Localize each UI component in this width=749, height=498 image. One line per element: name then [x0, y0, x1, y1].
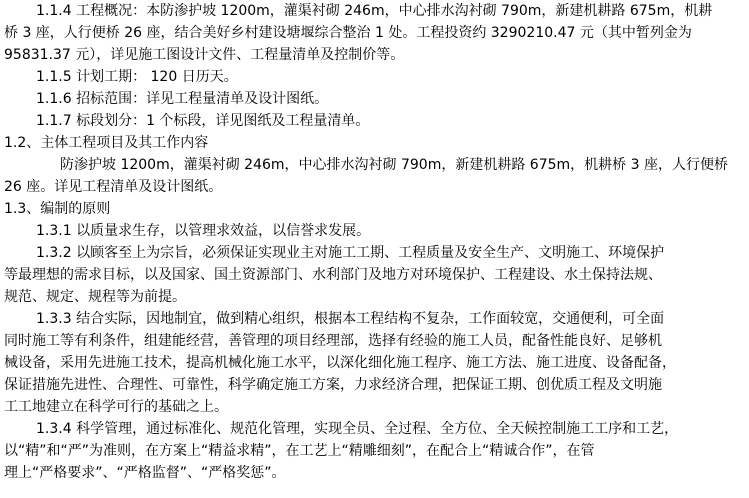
para-1-1-7: 1.1.7 标段划分：1 个标段，详见图纸及工程量清单。: [36, 113, 370, 129]
para-1-3-3-line-2: 同时施工等有利条件，组建能经营，善管理的项目经理部，选择有经验的施工人员，配备性能良好、足够机: [4, 333, 662, 349]
para-1-2-line-1: 防渗护坡 1200m，灌渠衬砌 246m，中心排水沟衬砌 790m，新建机耕路 675m，机耕桥 3 座，人行便桥: [60, 157, 728, 173]
para-1-3-2-line-3: 规范、规定、规程等为前提。: [4, 289, 186, 305]
para-1-3-4-line-1: 1.3.4 科学管理，通过标准化、规范化管理，实现全员、全过程、全方位、全天候控制施工工序和工艺，: [36, 421, 679, 437]
para-1-1-4-line-2: 桥 3 座，人行便桥 26 座，结合美好乡村建设塘堰综合整治 1 处。工程投资约 3290210.47 元（其中暂列金为: [4, 25, 692, 41]
para-1-3-3-line-3: 械设备，采用先进施工技术，提高机械化施工水平，以深化细化施工程序、施工方法、施工进度、设备配备，: [4, 355, 676, 371]
para-1-1-5: 1.1.5 计划工期： 120 日历天。: [36, 69, 238, 85]
para-1-1-4-line-1: 1.1.4 工程概况：本防渗护坡 1200m，灌渠衬砌 246m，中心排水沟衬砌 790m，新建机耕路 675m，机耕: [36, 3, 713, 19]
heading-1-3: 1.3、编制的原则: [4, 201, 111, 217]
para-1-3-3-line-4: 保证措施先进性、合理性、可靠性，科学确定施工方案，力求经济合理，把保证工期、创优质工程及文明施: [4, 377, 662, 393]
para-1-3-3-line-5: 工工地建立在科学可行的基础之上。: [4, 399, 228, 415]
para-1-3-1: 1.3.1 以质量求生存，以管理求效益，以信誉求发展。: [36, 223, 371, 239]
para-1-3-2-line-2: 等最理想的需求目标，以及国家、国土资源部门、水利部门及地方对环境保护、工程建设、水土保持法规、: [4, 267, 662, 283]
para-1-1-4-line-3: 95831.37 元），详见施工图设计文件、工程量清单及控制价等。: [4, 47, 405, 63]
heading-1-2: 1.2、主体工程项目及其工作内容: [4, 135, 209, 151]
para-1-3-3-line-1: 1.3.3 结合实际，因地制宜，做到精心组织，根据本工程结构不复杂，工作面较宽，交通便利，可全面: [36, 311, 665, 327]
para-1-1-6: 1.1.6 招标范围：详见工程量清单及设计图纸。: [36, 91, 329, 107]
para-1-3-4-line-3: 理上“严格要求”、“严格监督”、“严格奖惩”。: [4, 465, 286, 481]
para-1-2-line-2: 26 座。详见工程清单及设计图纸。: [4, 179, 223, 195]
para-1-3-4-line-2: 以“精”和“严”为准则，在方案上“精益求精”，在工艺上“精雕细刻”，在配合上“精诚合作”，在管: [4, 443, 595, 459]
para-1-3-2-line-1: 1.3.2 以顾客至上为宗旨，必须保证实现业主对施工工期、工程质量及安全生产、文明施工、环境保护: [36, 245, 665, 261]
